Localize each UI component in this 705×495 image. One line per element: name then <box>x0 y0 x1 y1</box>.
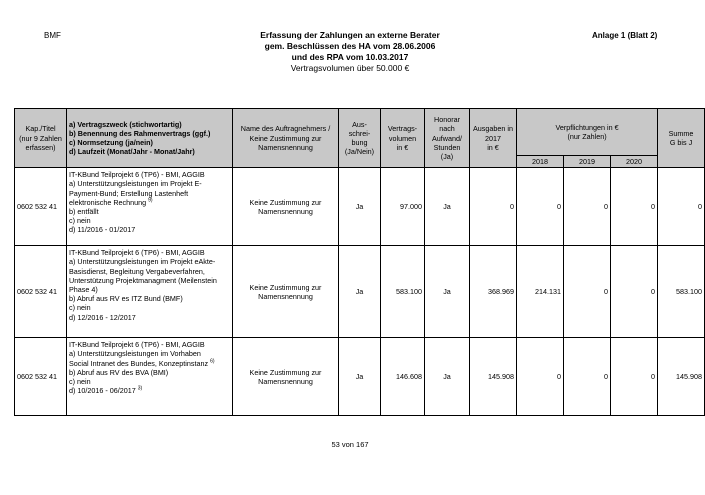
table-row <box>15 246 705 338</box>
header-auftragnehmer: Name des Auftragnehmers / Keine Zustimmung zur Namensnennung <box>233 109 339 168</box>
year-2018-cell: 0 <box>517 338 564 416</box>
vertragsvolumen-cell: 583.100 <box>381 246 425 338</box>
kap-titel-cell: 0602 532 41 <box>15 246 67 338</box>
description-cell: IT-KBund Teilprojekt 6 (TP6) - BMI, AGGIB a) Unterstützungsleistungen im Projekt eAkte- Basisdienst, Begleitung Vergabeverfahren, Unterstützung Projektmanagment (Meilenstein Phase 4) b) Abruf aus RV es ITZ Bund (BMF) c) nein d) 12/2016 - 12/2017 <box>67 246 233 338</box>
year-2020-cell: 0 <box>611 168 658 246</box>
auftragnehmer-cell: Keine Zustimmung zur Namensnennung <box>233 338 339 416</box>
description-cell: IT-KBund Teilprojekt 6 (TP6) - BMI, AGGIB a) Unterstützungsleistungen im Projekt E- Payment-Bund; Erstellung Lastenheft elektronische Rechnung $^{9)}$ b) entfällt c) nein d) 11/2016 - 01/2017 <box>67 168 233 246</box>
page-number: 53 von 167 <box>331 440 369 449</box>
honorar-cell: Ja <box>425 246 470 338</box>
header-right-anlage: Anlage 1 (Blatt 2) <box>592 31 658 40</box>
summe-cell: 0 <box>658 168 705 246</box>
payments-table <box>14 108 705 416</box>
header-vertragszweck: a) Vertragszweck (stichwortartig) b) Benennung des Rahmenvertrags (ggf.) c) Normsetzung (ja/nein) d) Laufzeit (Monat/Jahr - Monat/Jahr) <box>67 109 233 168</box>
summe-cell: 145.908 <box>658 338 705 416</box>
header-vertragsvolumen: Vertrags- volumen in € <box>381 109 425 168</box>
year-2020-cell: 0 <box>611 246 658 338</box>
header-ausgaben-2017: Ausgaben in 2017 in € <box>470 109 517 168</box>
year-2018-cell: 0 <box>517 168 564 246</box>
vertragsvolumen-cell: 146.608 <box>381 338 425 416</box>
auftragnehmer-cell: Keine Zustimmung zur Namensnennung <box>233 168 339 246</box>
ausgaben-2017-cell: 0 <box>470 168 517 246</box>
header-year-2020: 2020 <box>611 156 658 168</box>
ausschreibung-cell: Ja <box>339 338 381 416</box>
title-line-2: gem. Beschlüssen des HA vom 28.06.2006 <box>264 41 436 51</box>
footnote-marker: 9) <box>148 197 153 204</box>
table-row <box>15 168 705 246</box>
kap-titel-cell: 0602 532 41 <box>15 168 67 246</box>
description-cell: IT-KBund Teilprojekt 6 (TP6) - BMI, AGGIB a) Unterstützungsleistungen im Vorhaben Social Intranet des Bundes, Konzeptinstanz $^{6)}$ b) Abruf aus RV des BVA (BMI) c) nein d) 10/2016 - 06/2017 $^{3)}$ <box>67 338 233 416</box>
honorar-cell: Ja <box>425 168 470 246</box>
header-year-2019: 2019 <box>564 156 611 168</box>
summe-cell: 583.100 <box>658 246 705 338</box>
header-left-bmf: BMF <box>44 31 61 40</box>
title-line-3: und des RPA vom 10.03.2017 <box>291 52 409 62</box>
header-year-2018: 2018 <box>517 156 564 168</box>
ausgaben-2017-cell: 145.908 <box>470 338 517 416</box>
footnote-marker: 3) <box>137 385 143 392</box>
year-2018-cell: 214.131 <box>517 246 564 338</box>
auftragnehmer-cell: Keine Zustimmung zur Namensnennung <box>233 246 339 338</box>
title-line-1: Erfassung der Zahlungen an externe Berater <box>260 30 440 40</box>
ausgaben-2017-cell: 368.969 <box>470 246 517 338</box>
year-2019-cell: 0 <box>564 338 611 416</box>
footnote-marker: 6) <box>210 358 215 365</box>
year-2019-cell: 0 <box>564 246 611 338</box>
ausschreibung-cell: Ja <box>339 246 381 338</box>
header-honorar: Honorar nach Aufwand/ Stunden (Ja) <box>425 109 470 168</box>
honorar-cell: Ja <box>425 338 470 416</box>
ausschreibung-cell: Ja <box>339 168 381 246</box>
title-subtitle: Vertragsvolumen über 50.000 € <box>290 63 410 73</box>
header-ausschreibung: Aus- schrei- bung (Ja/Nein) <box>339 109 381 168</box>
year-2020-cell: 0 <box>611 338 658 416</box>
kap-titel-cell: 0602 532 41 <box>15 338 67 416</box>
year-2019-cell: 0 <box>564 168 611 246</box>
table-row <box>15 338 705 416</box>
vertragsvolumen-cell: 97.000 <box>381 168 425 246</box>
document-title <box>220 30 480 74</box>
header-verpflichtungen: Verpflichtungen in € (nur Zahlen) <box>517 109 658 156</box>
header-kap-titel: Kap./Titel (nur 9 Zahlen erfassen) <box>15 109 67 168</box>
header-summe: Summe G bis J <box>658 109 705 168</box>
